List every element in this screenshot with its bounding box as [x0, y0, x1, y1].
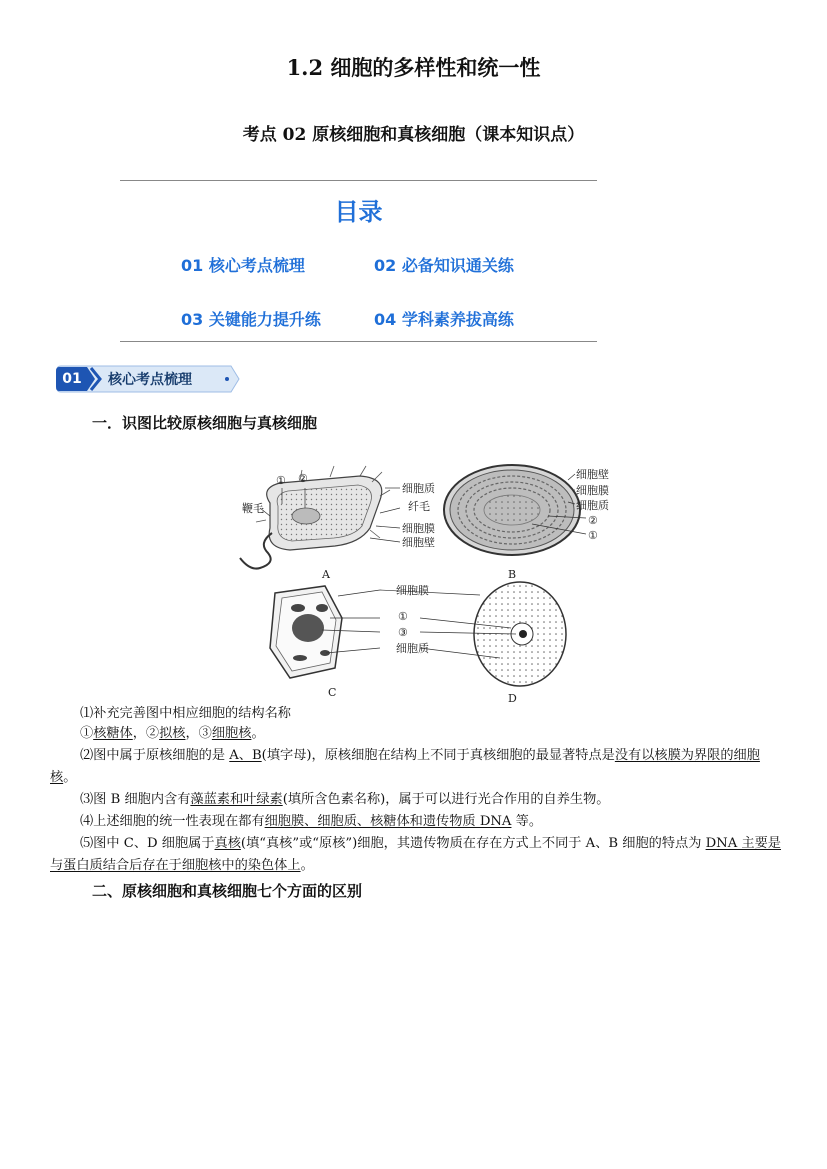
- answer-key-feature: 没有以核膜为界限的细胞核: [50, 748, 760, 785]
- toc-item-02[interactable]: 02 必备知识通关练: [374, 256, 514, 275]
- svg-text:鞭毛: 鞭毛: [242, 502, 264, 515]
- svg-text:③: ③: [398, 626, 408, 639]
- question-4: ⑷上述细胞的统一性表现在都有细胞膜、细胞质、核糖体和遗传物质 DNA 等。: [80, 814, 543, 829]
- toc-item-01[interactable]: 01 核心考点梳理: [181, 256, 305, 275]
- answer-ribosome: 核糖体: [93, 726, 133, 741]
- answer-nucleoid: 拟核: [159, 726, 186, 741]
- svg-text:细胞膜: 细胞膜: [576, 484, 609, 497]
- svg-text:细胞壁: 细胞壁: [576, 468, 609, 481]
- toc-heading: 目录: [334, 198, 383, 226]
- svg-text:细胞质: 细胞质: [396, 642, 429, 655]
- svg-text:①: ①: [588, 529, 598, 542]
- page-title: 1.2 细胞的多样性和统一性: [286, 55, 541, 80]
- panel-c-plant-cell: [270, 586, 342, 699]
- svg-text:②: ②: [588, 514, 598, 527]
- panel-a-caption: A: [322, 568, 330, 581]
- svg-text:①: ①: [398, 610, 408, 623]
- toc-bottom-divider: [120, 341, 597, 342]
- panel-c-caption: C: [328, 686, 337, 699]
- answer-eukaryotic: 真核: [214, 836, 241, 851]
- svg-text:细胞膜: 细胞膜: [402, 522, 435, 535]
- question-2: ⑵图中属于原核细胞的是 A、B(填字母)，原核细胞在结构上不同于真核细胞的最显著特点是没有以核膜为界限的细胞核。: [50, 748, 760, 785]
- answer-prokaryotes: A、B: [229, 748, 262, 763]
- answer-unity: 细胞膜、细胞质、核糖体和遗传物质 DNA: [264, 814, 512, 829]
- question-1-answers: ①核糖体，②拟核，③细胞核。: [80, 726, 265, 741]
- question-1: ⑴补充完善图中相应细胞的结构名称: [80, 706, 291, 721]
- section1-heading: 一．识图比较原核细胞与真核细胞: [92, 414, 318, 432]
- toc-top-divider: [120, 180, 597, 181]
- panel-d-animal-cell: [322, 582, 566, 703]
- svg-text:细胞膜: 细胞膜: [396, 584, 429, 597]
- svg-text:细胞质: 细胞质: [402, 482, 435, 495]
- section2-heading: 二、原核细胞和真核细胞七个方面的区别: [92, 882, 363, 900]
- panel-b-cyanobacterium: [444, 465, 609, 581]
- toc-item-03[interactable]: 03 关键能力提升练: [181, 310, 321, 329]
- answer-chromosome: DNA 主要是与蛋白质结合后存在于细胞核中的染色体上: [50, 836, 781, 873]
- panel-d-caption: D: [508, 692, 517, 703]
- section-badge-number: 01: [62, 371, 82, 387]
- page-subtitle: 考点 02 原核细胞和真核细胞（课本知识点）: [242, 125, 585, 145]
- svg-text:②: ②: [298, 472, 308, 485]
- svg-text:细胞质: 细胞质: [576, 499, 609, 512]
- section-badge-label: 核心考点梳理: [108, 372, 192, 388]
- answer-pigments: 藻蓝素和叶绿素: [190, 792, 283, 807]
- panel-a-bacterium: [240, 466, 435, 581]
- question-3: ⑶图 B 细胞内含有藻蓝素和叶绿素(填所含色素名称)，属于可以进行光合作用的自养生物。: [80, 792, 610, 807]
- question-5: ⑸图中 C、D 细胞属于真核(填“真核”或“原核”)细胞，其遗传物质在存在方式上不同于 A、B 细胞的特点为 DNA 主要是与蛋白质结合后存在于细胞核中的染色体上。: [50, 836, 781, 873]
- answer-nucleus: 细胞核: [211, 726, 252, 741]
- svg-text:纤毛: 纤毛: [408, 500, 430, 513]
- svg-text:细胞壁: 细胞壁: [402, 536, 435, 549]
- svg-text:①: ①: [276, 474, 286, 487]
- toc-item-04[interactable]: 04 学科素养拔高练: [374, 310, 514, 329]
- cell-figure: [230, 458, 630, 703]
- panel-b-caption: B: [508, 568, 517, 581]
